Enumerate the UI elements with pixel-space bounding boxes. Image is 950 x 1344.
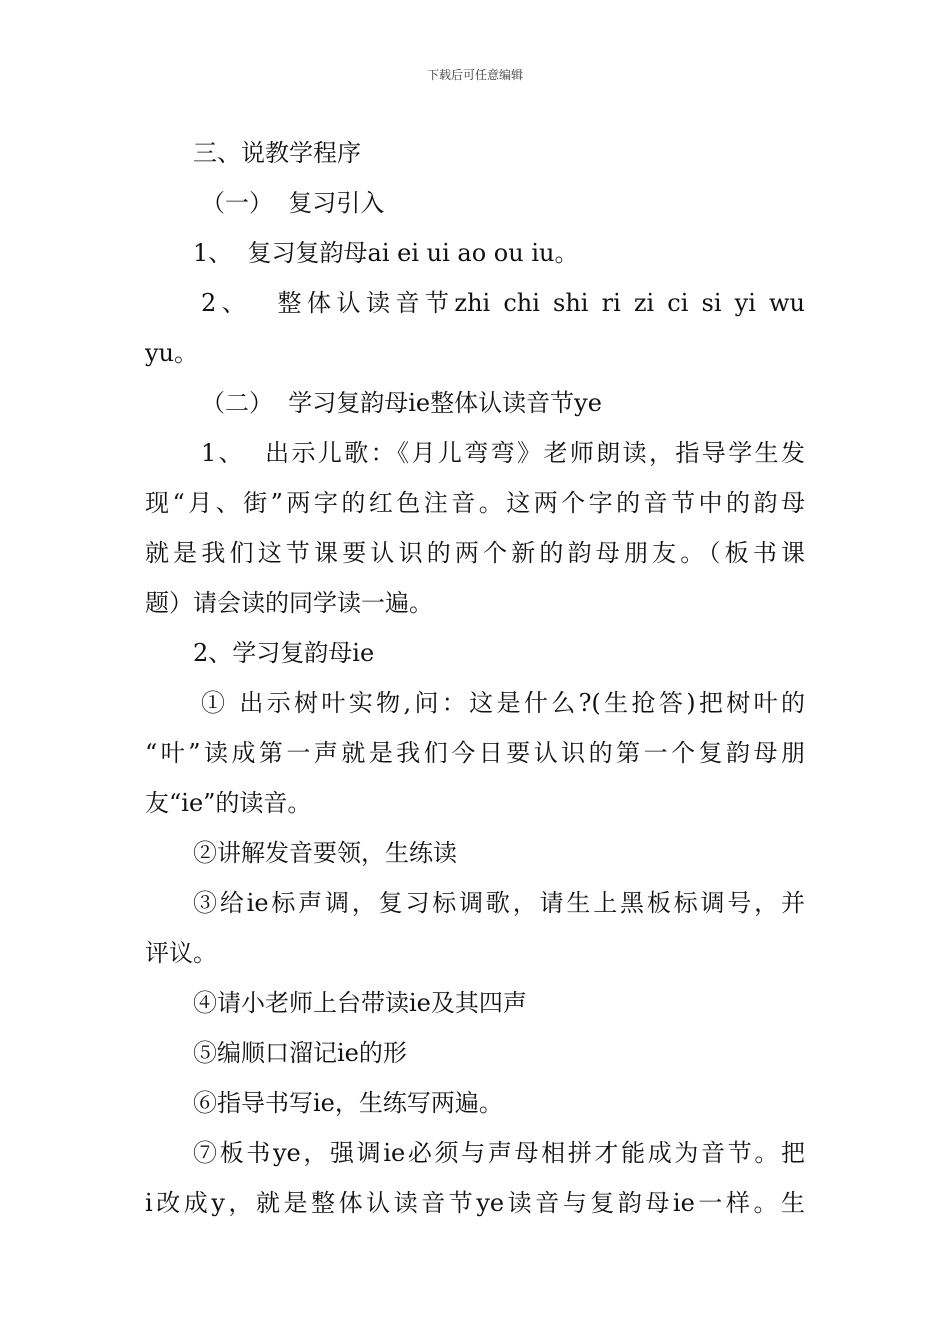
paragraph-line: 题）请会读的同学读一遍。 [145,589,433,617]
document-body [145,128,805,1228]
subsection-title-2: （二） 学习复韵母ie整体认读音节ye [201,389,602,417]
paragraph-line: “叶”读成第一声就是我们今日要认识的第一个复韵母朋 [145,739,805,767]
section-title: 三、说教学程序 [193,139,361,167]
paragraph-line: 1、 出示儿歌：《月儿弯弯》老师朗读，指导学生发 [201,439,805,467]
paragraph-line: 1、 复习复韵母ai ei ui ao ou iu。 [193,239,579,267]
paragraph-line: ②讲解发音要领，生练读 [193,839,457,867]
paragraph-line: ① 出示树叶实物,问：这是什么?(生抢答)把树叶的 [201,689,805,717]
paragraph-line: ⑦板书ye，强调ie必须与声母相拼才能成为音节。把 [193,1139,805,1167]
paragraph-line: 2、 整体认读音节zhi chi shi ri zi ci si yi wu [201,289,805,317]
header-note: 下载后可任意编辑 [426,68,523,82]
paragraph-line: ③给ie标声调，复习标调歌，请生上黑板标调号，并 [193,889,805,917]
paragraph-line: ⑥指导书写ie，生练写两遍。 [193,1089,503,1117]
paragraph-line: 2、学习复韵母ie [193,639,375,667]
paragraph-line: ④请小老师上台带读ie及其四声 [193,989,527,1017]
subsection-title-1: （一） 复习引入 [201,189,385,217]
paragraph-line: yu。 [145,339,199,367]
paragraph-line: 现“月、街”两字的红色注音。这两个字的音节中的韵母 [145,489,805,517]
paragraph-line: 就是我们这节课要认识的两个新的韵母朋友。（板书课 [145,539,805,567]
paragraph-line: i改成y，就是整体认读音节ye读音与复韵母ie一样。生 [145,1189,805,1217]
paragraph-line: ⑤编顺口溜记ie的形 [193,1039,407,1067]
paragraph-line: 友“ie”的读音。 [145,789,312,817]
paragraph-line: 评议。 [145,939,217,967]
